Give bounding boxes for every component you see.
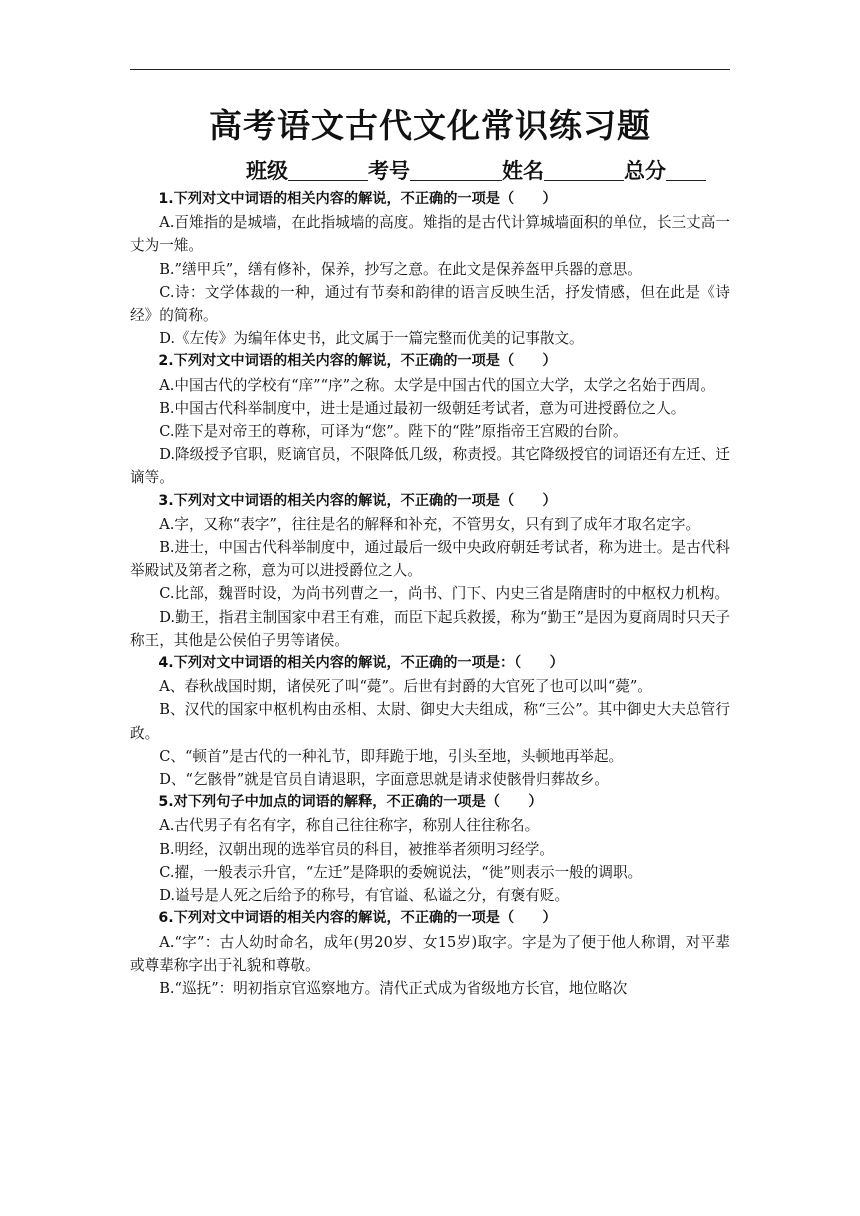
answer-option: A.百雉指的是城墙，在此指城墙的高度。雉指的是古代计算城墙面积的单位，长三丈高一丈为一雉。 bbox=[130, 214, 730, 255]
total-score-blank bbox=[666, 158, 706, 181]
answer-option: D.谥号是人死之后给予的称号，有官谥、私谥之分，有褒有贬。 bbox=[159, 887, 570, 905]
answer-option: A.中国古代的学校有“庠”“序”之称。太学是中国古代的国立大学，太学之名始于西周。 bbox=[159, 376, 715, 394]
total-score-label: 总分 bbox=[624, 158, 666, 183]
exam-number-blank bbox=[410, 158, 502, 181]
answer-option: A.字，又称“表字”，往往是名的解释和补充，不管男女，只有到了成年才取名定字。 bbox=[159, 515, 701, 533]
question-stem: 3.下列对文中词语的相关内容的解说，不正确的一项是（ ） bbox=[158, 492, 557, 509]
answer-option: C.擢，一般表示升官，“左迁”是降职的委婉说法，“徙”则表示一般的调职。 bbox=[159, 863, 643, 881]
class-blank bbox=[288, 158, 368, 181]
answer-option: B.进士，中国古代科举制度中，通过最后一级中央政府朝廷考试者，称为进士。是古代科举殿试及第者之称，意为可以进授爵位之人。 bbox=[130, 539, 730, 580]
student-info-line bbox=[246, 156, 736, 186]
answer-option: D.降级授予官职，贬谪官员，不限降低几级，称责授。其它降级授官的词语还有左迁、迁谪等。 bbox=[130, 446, 730, 487]
answer-option: A.古代男子有名有字，称自己往往称字，称别人往往称名。 bbox=[159, 817, 540, 835]
page-title: 高考语文古代文化常识练习题 bbox=[209, 106, 651, 145]
exam-number-label: 考号 bbox=[368, 158, 410, 183]
question-list bbox=[130, 188, 730, 1000]
answer-option: B、汉代的国家中枢机构由丞相、太尉、御史大夫组成，称“三公”。其中御史大夫总管行政。 bbox=[130, 701, 730, 742]
answer-option: D、“乞骸骨”就是官员自请退职，字面意思就是请求使骸骨归葬故乡。 bbox=[159, 771, 610, 789]
question-stem: 4.下列对文中词语的相关内容的解说，不正确的一项是：（ ） bbox=[158, 655, 564, 672]
name-blank bbox=[544, 158, 624, 181]
question-stem: 5.对下列句子中加点的词语的解释，不正确的一项是（ ） bbox=[158, 794, 543, 811]
answer-option: B.明经，汉朝出现的选举官员的科目，被推举者须明习经学。 bbox=[159, 840, 554, 858]
question-stem: 2.下列对文中词语的相关内容的解说，不正确的一项是（ ） bbox=[158, 353, 557, 370]
answer-option: D.勤王，指君主制国家中君王有难，而臣下起兵救援，称为“勤王”是因为夏商周时只天子称王，其他是公侯伯子男等诸侯。 bbox=[130, 608, 730, 649]
answer-option: C、“顿首”是古代的一种礼节，即拜跪于地，引头至地，头顿地再举起。 bbox=[159, 747, 624, 765]
answer-option: B.“巡抚”：明初指京官巡察地方。清代正式成为省级地方长官，地位略次 bbox=[159, 979, 628, 997]
answer-option: C.陛下是对帝王的尊称，可译为“您”。陛下的“陛”原指帝王宫殿的台阶。 bbox=[159, 423, 628, 441]
answer-option: A、春秋战国时期，诸侯死了叫“薨”。后世有封爵的大官死了也可以叫“薨”。 bbox=[159, 678, 652, 696]
class-label: 班级 bbox=[246, 158, 288, 183]
question-stem: 1.下列对文中词语的相关内容的解说，不正确的一项是（ ） bbox=[158, 191, 557, 207]
question-stem: 6.下列对文中词语的相关内容的解说，不正确的一项是（ ） bbox=[158, 910, 557, 927]
answer-option: A.“字”：古人幼时命名，成年(男20岁、女15岁)取字。字是为了便于他人称谓，对平辈或尊辈称字出于礼貌和尊敬。 bbox=[130, 933, 730, 974]
name-label: 姓名 bbox=[502, 158, 544, 183]
answer-option: B.”缮甲兵”，缮有修补，保养，抄写之意。在此文是保养盔甲兵器的意思。 bbox=[159, 260, 642, 278]
answer-option: C.诗：文学体裁的一种，通过有节奏和韵律的语言反映生活，抒发情感，但在此是《诗经》的简称。 bbox=[130, 283, 730, 325]
answer-option: B.中国古代科举制度中，进士是通过最初一级朝廷考试者，意为可进授爵位之人。 bbox=[159, 399, 686, 417]
answer-option: C.比部，魏晋时设，为尚书列曹之一，尚书、门下、内史三省是隋唐时的中枢权力机构。 bbox=[159, 585, 730, 603]
answer-option: D.《左传》为编年体史书，此文属于一篇完整而优美的记事散文。 bbox=[159, 330, 584, 348]
header-rule bbox=[130, 69, 730, 70]
